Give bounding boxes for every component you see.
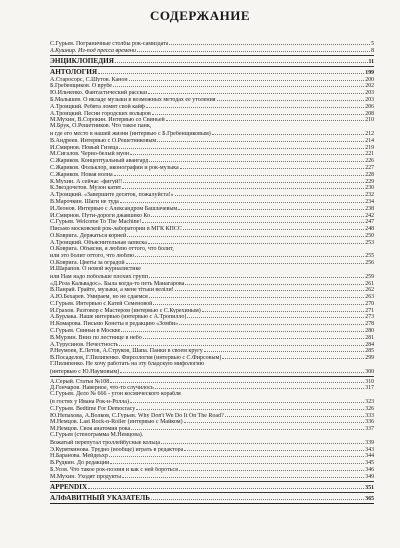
toc-section[interactable] xyxy=(50,494,374,502)
toc-entry[interactable] xyxy=(50,205,374,212)
toc-entry[interactable] xyxy=(50,341,374,348)
divider xyxy=(50,503,374,504)
toc-entry-title: А.Троицкий. Песни городских волыров xyxy=(50,110,151,117)
dot-leader xyxy=(175,286,365,291)
toc-page-number: 256 xyxy=(365,260,374,266)
toc-page-number: 250 xyxy=(365,232,374,239)
dot-leader xyxy=(184,418,365,423)
toc-page-number: 248 xyxy=(365,226,374,232)
dot-leader xyxy=(161,439,364,444)
toc-entry-title: В.Мурзин. Вниз по лестнице в небо xyxy=(50,334,142,341)
dot-leader xyxy=(114,171,365,176)
dot-leader xyxy=(115,58,368,63)
toc-page-number: 271 xyxy=(365,307,374,314)
toc-page-number: 351 xyxy=(365,484,374,491)
toc-entry[interactable] xyxy=(50,82,374,89)
toc-entry[interactable] xyxy=(50,198,374,205)
toc-entry-title: С.Гурьев. Welcome To The Machine! xyxy=(50,219,142,226)
toc-entry[interactable] xyxy=(50,466,374,473)
toc-entry[interactable] xyxy=(50,280,374,287)
toc-entry[interactable] xyxy=(50,178,374,185)
toc-page-number: 261 xyxy=(365,280,374,287)
toc-entry-title: В.Марочкин. Шаги не туда xyxy=(50,198,119,205)
toc-entry[interactable] xyxy=(50,164,374,171)
toc-entry[interactable] xyxy=(50,391,374,398)
dot-leader xyxy=(110,459,364,464)
toc-page-number: 280 xyxy=(365,328,374,334)
toc-page-number: 345 xyxy=(365,460,374,467)
toc-entry[interactable] xyxy=(50,398,374,405)
toc-entry[interactable] xyxy=(50,327,374,334)
toc-entry-title: Э.Куряткинова. Трудно (вообще) играть в редактора xyxy=(50,446,184,453)
toc-entry-title: или Нам надо побольше плохих групп xyxy=(50,273,148,280)
divider xyxy=(50,481,374,482)
dot-leader xyxy=(185,280,364,285)
toc-page-number: 11 xyxy=(368,58,374,65)
toc-entry-title: С.Гурьев. Дело № 666 - угон космического корабля xyxy=(50,391,181,398)
page-title: СОДЕРЖАНИЕ xyxy=(149,8,251,23)
toc-page-number: 365 xyxy=(365,495,374,502)
toc-entry-title: А.Троицкий. Ребята ломят свой кайф xyxy=(50,103,145,110)
toc-entry[interactable] xyxy=(50,378,374,385)
toc-page-number: 230 xyxy=(365,185,374,192)
toc-page-number: 300 xyxy=(365,368,374,375)
toc-entry[interactable] xyxy=(50,452,374,459)
toc-page-number: 270 xyxy=(365,300,374,307)
toc-page-number: 232 xyxy=(365,192,374,198)
dot-leader xyxy=(148,89,364,94)
dot-leader xyxy=(151,495,364,500)
toc-page-number: 317 xyxy=(365,385,374,392)
toc-entry[interactable] xyxy=(50,266,374,273)
dot-leader xyxy=(202,307,365,312)
toc-entry[interactable] xyxy=(50,225,374,232)
toc-entry-title: Н.Баранова. Мейдеьхр xyxy=(50,453,108,460)
toc-page-number: 221 xyxy=(365,151,374,158)
toc-entry-title: И.Шарапов. О новой журналистике xyxy=(50,265,141,272)
dot-leader xyxy=(152,110,364,115)
toc-entry[interactable] xyxy=(50,286,374,293)
toc-page-number: 212 xyxy=(365,130,374,137)
dot-leader xyxy=(127,232,364,237)
toc-entry-title: М.Немцов. Last Rock-n-Roller (интервью с Майком) xyxy=(50,419,183,426)
toc-entry-title: (в гостях у Ивана Рок-н-Ролла) xyxy=(50,399,129,405)
toc-page-number: 285 xyxy=(365,348,374,355)
toc-entry[interactable] xyxy=(50,300,374,307)
toc-entry[interactable] xyxy=(50,123,374,130)
dot-leader xyxy=(123,178,364,183)
toc-page-number: 238 xyxy=(365,205,374,212)
toc-page-number: 336 xyxy=(365,419,374,426)
dot-leader xyxy=(119,144,364,149)
toc-entry-title: Н.Комарова. Письмо Конеты в редакцию «Зомби» xyxy=(50,321,179,328)
dot-leader xyxy=(183,225,364,230)
toc-entry-title: Вожатый перепутал троллейбусные кольца xyxy=(50,439,161,446)
toc-entry-title: В.Панрай. Грайте, музыки, а мене тітьки веліли! xyxy=(50,287,174,294)
toc-entry[interactable] xyxy=(50,252,374,259)
toc-entry-title: (интервью с Ю.Наумовым) xyxy=(50,368,120,375)
dot-leader xyxy=(166,116,365,121)
toc-page-number: 226 xyxy=(365,158,374,164)
toc-entry-title: И.Смирнов. Пути-дороги джавшеко Ко xyxy=(50,212,151,219)
dot-leader xyxy=(135,252,364,257)
dot-leader xyxy=(88,484,364,489)
toc-entry-title: М.Мухин, В.Сорокин. Интервью со Свиньей xyxy=(50,117,165,124)
toc-page-number: 346 xyxy=(365,467,374,473)
toc-page-number: 210 xyxy=(365,117,374,124)
toc-entry[interactable] xyxy=(50,347,374,354)
toc-entry-title: «Д.Роза Кальвадос». Была когда-то петь Манагарова xyxy=(50,280,185,287)
toc-entry-title: А.Серый. Статья №108 xyxy=(50,378,110,385)
toc-page-number: 242 xyxy=(365,212,374,219)
toc-page-number: 8 xyxy=(371,47,374,54)
toc-section[interactable] xyxy=(50,68,374,76)
toc-page-number: 247 xyxy=(365,219,374,226)
divider xyxy=(50,492,374,493)
divider xyxy=(50,66,374,67)
toc-entry[interactable] xyxy=(50,96,374,103)
dot-leader xyxy=(130,150,364,155)
toc-entry[interactable] xyxy=(50,384,374,391)
toc-entry-title: М.Сигалов. Черно-белый муон xyxy=(50,151,130,158)
toc-page-number: 203 xyxy=(365,90,374,96)
dot-leader xyxy=(149,157,364,162)
toc-page-number: 253 xyxy=(365,239,374,246)
toc-entry-title: Ю.Ильченко. Фантастический рассказ xyxy=(50,90,148,96)
toc-entry-title: О.Коврига. Цветы за оградой xyxy=(50,260,125,266)
dot-leader xyxy=(204,347,365,352)
toc-entry[interactable] xyxy=(50,116,374,123)
toc-entry-title: О.Коврига. Объясни, я люблю оттого, что болит, xyxy=(50,245,174,252)
toc-entry[interactable] xyxy=(50,239,374,246)
toc-entry-title: К.Звездочетов. Музон катит xyxy=(50,185,122,192)
toc-entry[interactable] xyxy=(50,191,374,198)
toc-entry[interactable] xyxy=(50,313,374,320)
toc-entry[interactable] xyxy=(50,368,374,375)
toc-entry[interactable] xyxy=(50,273,374,280)
dot-leader xyxy=(178,205,364,210)
toc-page-number: 199 xyxy=(365,69,374,76)
toc-entry-title: АНТОЛОГИЯ xyxy=(50,67,98,76)
toc-page-number: 284 xyxy=(365,341,374,348)
dot-leader xyxy=(131,425,364,430)
toc-page-number: 273 xyxy=(365,314,374,321)
table-of-contents xyxy=(50,40,374,505)
toc-entry[interactable] xyxy=(50,361,374,368)
dot-leader xyxy=(137,47,370,52)
toc-entry[interactable] xyxy=(50,293,374,300)
toc-entry[interactable] xyxy=(50,103,374,110)
toc-entry-title: Ю.Непахова, А.Волков, С.Гурьев. Why Don't We Do It On The Road? xyxy=(50,412,224,419)
toc-entry-title: И.Грахов. Разговор с Мастером (интервью с С.Курехиным) xyxy=(50,307,201,314)
toc-entry-title: В.Андреев. Интервью с О.Решетниковым xyxy=(50,137,157,144)
toc-entry-title: Д.Гончаров. Наверное, что-то случилось xyxy=(50,385,154,392)
toc-entry-title: А.Троицкий. Объяснительная записка xyxy=(50,239,147,246)
toc-entry-title: В.Посаделов, Г.Пилипенко. Фирсология (интервью с С.Фирсовым) xyxy=(50,355,222,362)
toc-entry-title: С.Гурьев. Bedtime For Democracy xyxy=(50,405,136,412)
toc-entry-title: И.Леонов. Интервью с Александром Башлачевым xyxy=(50,205,178,212)
toc-page-number: 278 xyxy=(365,321,374,328)
toc-entry[interactable] xyxy=(50,320,374,327)
toc-entry[interactable] xyxy=(50,144,374,151)
toc-entry[interactable] xyxy=(50,89,374,96)
toc-entry-title: Р.Неумоев, Е.Летов, А.Струков, Шапа. Панки в своем кругу xyxy=(50,348,203,355)
toc-page-number: 228 xyxy=(365,171,374,178)
dot-leader xyxy=(121,327,364,332)
toc-entry-title: С.Жариков. Концептуальный авангард xyxy=(50,158,149,164)
toc-page-number: 203 xyxy=(365,96,374,103)
toc-entry[interactable] xyxy=(50,218,374,225)
toc-entry-title: Б.Гребенщиков. О врубе xyxy=(50,83,112,90)
dot-leader xyxy=(126,259,365,264)
toc-entry-title: О.Коврига. Держаться корней xyxy=(50,232,127,239)
dot-leader xyxy=(217,96,365,101)
toc-page-number: 200 xyxy=(365,76,374,83)
dot-leader xyxy=(212,130,365,135)
toc-section[interactable] xyxy=(50,483,374,491)
dot-leader xyxy=(155,384,365,389)
toc-page-number: 333 xyxy=(365,412,374,419)
toc-page-number: 337 xyxy=(365,426,374,433)
toc-entry[interactable] xyxy=(50,405,374,412)
toc-entry-title: М.Мухин. Уходят продукты xyxy=(50,473,122,480)
toc-entry-title: А.Старосорс, С.Шутов. Канон xyxy=(50,76,128,83)
toc-entry-title: А.Бурлака. Наше интервью (интервью с А.Тропилло) xyxy=(50,314,187,321)
dot-leader xyxy=(136,405,364,410)
dot-leader xyxy=(149,293,364,298)
toc-entry[interactable] xyxy=(50,150,374,157)
toc-page-number: 206 xyxy=(365,103,374,110)
toc-entry[interactable] xyxy=(50,130,374,137)
toc-entry-title: ЭНЦИКЛОПЕДИЯ xyxy=(50,56,114,65)
dot-leader xyxy=(179,320,364,325)
toc-entry[interactable] xyxy=(50,137,374,144)
toc-page-number: 310 xyxy=(365,378,374,385)
dot-leader xyxy=(222,354,364,359)
toc-entry[interactable] xyxy=(50,473,374,480)
dot-leader xyxy=(143,334,365,339)
toc-page-number: 343 xyxy=(365,446,374,453)
dot-leader xyxy=(98,69,364,74)
toc-entry-title: С.Жариков. Фольклор, иконографии и рок-музыка xyxy=(50,164,179,171)
toc-entry[interactable] xyxy=(50,307,374,314)
toc-page-number: 259 xyxy=(365,273,374,280)
toc-entry-title: Б.Усов. Что такое рок-поэзия и как с ней бороться xyxy=(50,467,178,473)
toc-page-number: 219 xyxy=(365,144,374,151)
toc-entry-title: Б.Малышев. О вкладе музыки в возможных методах ее утоления xyxy=(50,96,216,103)
dot-leader xyxy=(175,191,365,196)
dot-leader xyxy=(119,341,364,346)
dot-leader xyxy=(122,473,364,478)
toc-entry[interactable] xyxy=(50,334,374,341)
dot-leader xyxy=(109,452,364,457)
toc-entry[interactable] xyxy=(50,110,374,117)
toc-entry-title: и где его место в нашей жизни (интервью с Б.Гребенщиковым) xyxy=(50,130,211,137)
toc-page-number: 255 xyxy=(365,253,374,260)
dot-leader xyxy=(180,164,365,169)
dot-leader xyxy=(157,137,364,142)
dot-leader xyxy=(113,82,364,87)
dot-leader xyxy=(122,184,364,189)
toc-entry[interactable] xyxy=(50,171,374,178)
toc-entry-title: А.Ю.Бехарев. Умираем, но не сдаемся xyxy=(50,294,148,300)
dot-leader xyxy=(130,398,364,403)
dot-leader xyxy=(153,300,364,305)
dot-leader xyxy=(148,239,364,244)
toc-entry-title: М.Немцов. Своя анатомия рока xyxy=(50,426,131,433)
toc-entry[interactable] xyxy=(50,425,374,432)
divider xyxy=(50,55,374,56)
toc-entry-title: или это болит оттого, что люблю xyxy=(50,253,135,260)
toc-entry[interactable] xyxy=(50,232,374,239)
toc-page-number: 5 xyxy=(371,41,374,47)
toc-page-number: 234 xyxy=(365,198,374,205)
toc-entry-title: А.Кушнир. Из-под пресса времени xyxy=(50,47,137,54)
toc-entry-title: Письмо московской рок-лаборатории в МГК КПСС xyxy=(50,226,182,232)
toc-entry[interactable] xyxy=(50,432,374,439)
toc-page-number: 262 xyxy=(365,287,374,294)
toc-entry-title: С.Гурьев. Пограничные столбы рок-самиздата xyxy=(50,41,169,47)
toc-entry-title: В.Рудкин. До редакции xyxy=(50,460,110,467)
dot-leader xyxy=(187,313,364,318)
dot-leader xyxy=(129,76,365,81)
toc-entry[interactable] xyxy=(50,76,374,83)
toc-entry-title: А.Троицкий. «Завершите десяток, пожалуйста!» xyxy=(50,192,174,198)
toc-entry[interactable] xyxy=(50,412,374,419)
toc-entry[interactable] xyxy=(50,459,374,466)
toc-section[interactable] xyxy=(50,57,374,65)
toc-page-number: 229 xyxy=(365,178,374,185)
toc-entry[interactable] xyxy=(50,47,374,54)
toc-entry-title: APPENDIX xyxy=(50,482,88,491)
dot-leader xyxy=(184,446,364,451)
toc-entry-title: С.Гурьев. Интервью с Катей Семеновой xyxy=(50,300,153,307)
divider xyxy=(50,376,374,377)
toc-page-number: 263 xyxy=(365,294,374,300)
dot-leader xyxy=(120,368,364,373)
toc-entry[interactable] xyxy=(50,446,374,453)
toc-entry[interactable] xyxy=(50,40,374,47)
toc-entry-title: С.Жариков. Новая волна xyxy=(50,171,113,178)
toc-page-number: 339 xyxy=(365,439,374,446)
toc-page-number: 202 xyxy=(365,83,374,90)
toc-entry-title: М.Брук, О.Решетников. Что такое панк, xyxy=(50,123,152,130)
toc-entry-title: Г.Пилипенко. Не хочу работать на эту бладскую мифологию xyxy=(50,361,205,368)
toc-entry-title: И.Смирнов. Новый Гизеца xyxy=(50,144,119,151)
toc-page-number: 208 xyxy=(365,110,374,117)
dot-leader xyxy=(151,212,364,217)
dot-leader xyxy=(120,198,364,203)
toc-entry[interactable] xyxy=(50,418,374,425)
toc-page-number: 344 xyxy=(365,453,374,460)
dot-leader xyxy=(149,273,364,278)
dot-leader xyxy=(146,103,365,108)
toc-entry[interactable] xyxy=(50,246,374,253)
dot-leader xyxy=(169,40,370,45)
toc-entry[interactable] xyxy=(50,354,374,361)
toc-entry-title: А.Турусинов. Нечестность xyxy=(50,341,119,348)
toc-entry[interactable] xyxy=(50,212,374,219)
toc-page-number: 227 xyxy=(365,164,374,171)
toc-page-number: 326 xyxy=(365,405,374,412)
dot-leader xyxy=(225,412,365,417)
toc-entry-title: С.Гурьев. Свиньи в Москве xyxy=(50,328,121,334)
toc-page-number: 323 xyxy=(365,399,374,405)
dot-leader xyxy=(142,218,364,223)
dot-leader xyxy=(110,378,364,383)
toc-entry[interactable] xyxy=(50,157,374,164)
toc-page-number: 281 xyxy=(365,334,374,341)
toc-entry[interactable] xyxy=(50,184,374,191)
toc-page-number: 299 xyxy=(365,355,374,362)
toc-entry-title: К.Мухин. А сейчас -фигуй!! xyxy=(50,178,123,185)
toc-page-number: 214 xyxy=(365,137,374,144)
toc-entry-title: С.Гурьев (стенограмма М.Немцова). xyxy=(50,432,144,439)
toc-page-number: 349 xyxy=(365,473,374,480)
toc-entry[interactable] xyxy=(50,439,374,446)
dot-leader xyxy=(179,466,364,471)
toc-entry[interactable] xyxy=(50,259,374,266)
toc-entry-title: АЛФАВИТНЫЙ УКАЗАТЕЛЬ xyxy=(50,493,151,502)
